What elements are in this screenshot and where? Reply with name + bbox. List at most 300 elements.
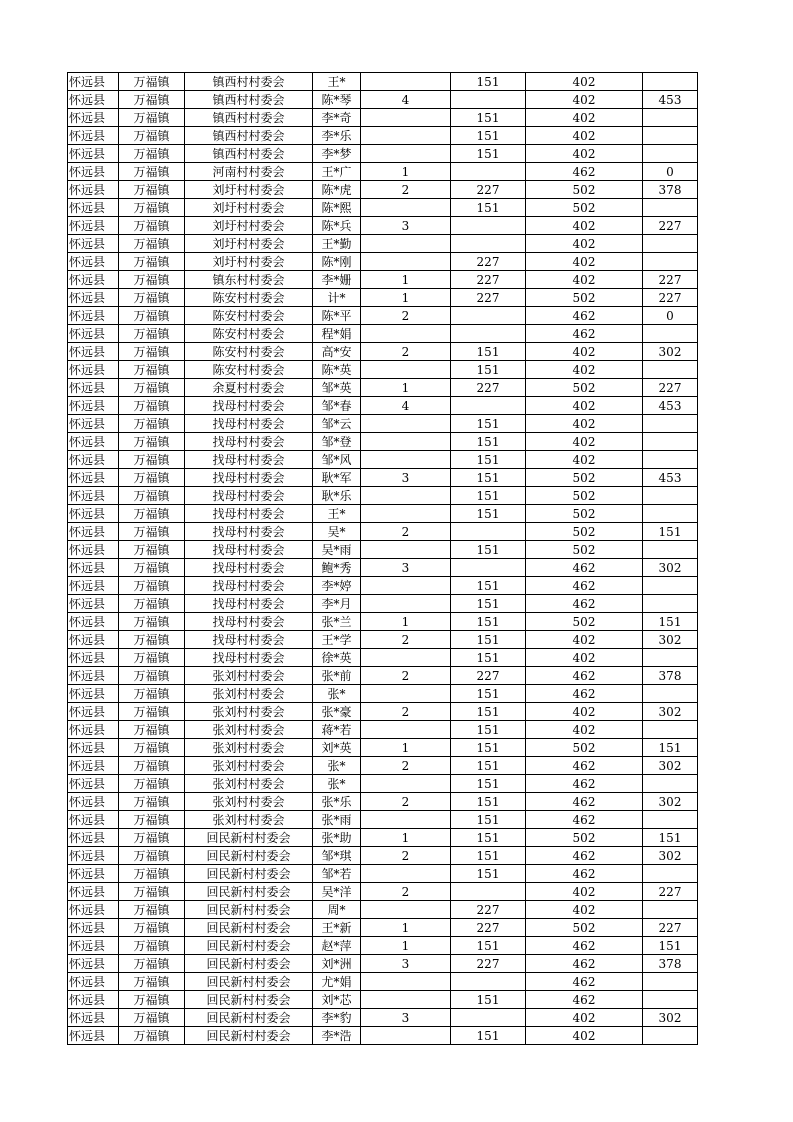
count-cell: 3 [361,469,451,487]
committee-cell: 陈安村村委会 [185,361,313,379]
amount-b-cell: 502 [526,523,643,541]
amount-c-cell: 302 [643,1009,698,1027]
county-cell: 怀远县 [68,541,119,559]
amount-b-cell: 402 [526,235,643,253]
count-cell [361,487,451,505]
committee-cell: 找母村村委会 [185,541,313,559]
amount-b-cell: 462 [526,847,643,865]
amount-b-cell: 502 [526,181,643,199]
count-cell [361,235,451,253]
county-cell: 怀远县 [68,973,119,991]
amount-c-cell: 0 [643,307,698,325]
amount-c-cell: 151 [643,613,698,631]
amount-a-cell: 151 [451,649,526,667]
name-cell: 刘*英 [313,739,361,757]
amount-b-cell: 502 [526,379,643,397]
town-cell: 万福镇 [119,559,185,577]
amount-b-cell: 402 [526,217,643,235]
amount-c-cell [643,487,698,505]
amount-b-cell: 402 [526,91,643,109]
table-row [68,397,698,415]
name-cell: 李*奇 [313,109,361,127]
town-cell: 万福镇 [119,847,185,865]
name-cell: 尤*娟 [313,973,361,991]
town-cell: 万福镇 [119,577,185,595]
county-cell: 怀远县 [68,379,119,397]
amount-b-cell: 402 [526,649,643,667]
amount-c-cell: 302 [643,847,698,865]
committee-cell: 陈安村村委会 [185,343,313,361]
county-cell: 怀远县 [68,1009,119,1027]
amount-a-cell: 151 [451,775,526,793]
table-row [68,451,698,469]
amount-a-cell: 227 [451,919,526,937]
count-cell [361,649,451,667]
table-row [68,217,698,235]
amount-b-cell: 462 [526,163,643,181]
county-cell: 怀远县 [68,865,119,883]
table-row [68,937,698,955]
amount-b-cell: 402 [526,343,643,361]
amount-a-cell: 151 [451,469,526,487]
count-cell: 1 [361,379,451,397]
amount-a-cell [451,307,526,325]
name-cell: 邹*琪 [313,847,361,865]
town-cell: 万福镇 [119,199,185,217]
amount-b-cell: 402 [526,253,643,271]
amount-a-cell [451,91,526,109]
committee-cell: 镇西村村委会 [185,145,313,163]
count-cell [361,541,451,559]
county-cell: 怀远县 [68,451,119,469]
table-row [68,739,698,757]
amount-b-cell: 502 [526,541,643,559]
town-cell: 万福镇 [119,73,185,91]
amount-a-cell [451,523,526,541]
county-cell: 怀远县 [68,577,119,595]
amount-a-cell: 151 [451,199,526,217]
name-cell: 陈*英 [313,361,361,379]
count-cell [361,253,451,271]
amount-a-cell: 151 [451,145,526,163]
county-cell: 怀远县 [68,91,119,109]
committee-cell: 刘圩村村委会 [185,199,313,217]
amount-a-cell: 227 [451,289,526,307]
town-cell: 万福镇 [119,145,185,163]
table-row [68,883,698,901]
county-cell: 怀远县 [68,919,119,937]
count-cell [361,595,451,613]
count-cell: 2 [361,847,451,865]
table-row [68,415,698,433]
amount-b-cell: 462 [526,559,643,577]
table-row [68,379,698,397]
county-cell: 怀远县 [68,145,119,163]
county-cell: 怀远县 [68,739,119,757]
county-cell: 怀远县 [68,253,119,271]
county-cell: 怀远县 [68,109,119,127]
county-cell: 怀远县 [68,793,119,811]
town-cell: 万福镇 [119,325,185,343]
amount-b-cell: 462 [526,595,643,613]
town-cell: 万福镇 [119,487,185,505]
table-row [68,595,698,613]
amount-c-cell [643,595,698,613]
name-cell: 陈*刚 [313,253,361,271]
name-cell: 李*梦 [313,145,361,163]
amount-b-cell: 402 [526,361,643,379]
county-cell: 怀远县 [68,343,119,361]
name-cell: 高*安 [313,343,361,361]
town-cell: 万福镇 [119,289,185,307]
amount-c-cell: 151 [643,739,698,757]
amount-b-cell: 402 [526,127,643,145]
count-cell: 2 [361,793,451,811]
amount-c-cell: 453 [643,469,698,487]
table-row [68,469,698,487]
town-cell: 万福镇 [119,937,185,955]
committee-cell: 镇西村村委会 [185,91,313,109]
town-cell: 万福镇 [119,865,185,883]
count-cell [361,73,451,91]
name-cell: 李*月 [313,595,361,613]
county-cell: 怀远县 [68,721,119,739]
amount-a-cell: 227 [451,901,526,919]
town-cell: 万福镇 [119,127,185,145]
amount-c-cell: 302 [643,703,698,721]
county-cell: 怀远县 [68,775,119,793]
count-cell [361,109,451,127]
county-cell: 怀远县 [68,433,119,451]
count-cell: 1 [361,919,451,937]
amount-b-cell: 402 [526,415,643,433]
county-cell: 怀远县 [68,523,119,541]
amount-a-cell: 227 [451,667,526,685]
amount-c-cell: 227 [643,883,698,901]
amount-a-cell [451,883,526,901]
amount-a-cell: 151 [451,415,526,433]
amount-b-cell: 462 [526,775,643,793]
town-cell: 万福镇 [119,271,185,289]
amount-b-cell: 502 [526,739,643,757]
county-cell: 怀远县 [68,73,119,91]
amount-c-cell [643,901,698,919]
town-cell: 万福镇 [119,685,185,703]
count-cell [361,145,451,163]
name-cell: 计* [313,289,361,307]
amount-c-cell: 302 [643,793,698,811]
table-row [68,811,698,829]
amount-b-cell: 402 [526,433,643,451]
county-cell: 怀远县 [68,127,119,145]
committee-cell: 张刘村村委会 [185,793,313,811]
amount-c-cell: 302 [643,631,698,649]
count-cell: 2 [361,757,451,775]
amount-c-cell [643,649,698,667]
committee-cell: 张刘村村委会 [185,811,313,829]
name-cell: 蒋*若 [313,721,361,739]
committee-cell: 回民新村村委会 [185,937,313,955]
count-cell: 1 [361,937,451,955]
amount-c-cell [643,451,698,469]
town-cell: 万福镇 [119,343,185,361]
amount-a-cell: 151 [451,721,526,739]
name-cell: 徐*英 [313,649,361,667]
amount-a-cell: 151 [451,109,526,127]
committee-cell: 镇西村村委会 [185,109,313,127]
town-cell: 万福镇 [119,253,185,271]
count-cell [361,127,451,145]
amount-a-cell: 151 [451,505,526,523]
name-cell: 邹*若 [313,865,361,883]
town-cell: 万福镇 [119,649,185,667]
table-row [68,1009,698,1027]
table-row [68,181,698,199]
amount-c-cell: 302 [643,757,698,775]
county-cell: 怀远县 [68,631,119,649]
amount-c-cell [643,577,698,595]
amount-b-cell: 502 [526,487,643,505]
amount-a-cell: 151 [451,541,526,559]
name-cell: 邹*云 [313,415,361,433]
committee-cell: 找母村村委会 [185,613,313,631]
amount-b-cell: 402 [526,721,643,739]
committee-cell: 找母村村委会 [185,469,313,487]
amount-b-cell: 502 [526,469,643,487]
count-cell [361,433,451,451]
count-cell [361,721,451,739]
name-cell: 李*豹 [313,1009,361,1027]
count-cell: 2 [361,307,451,325]
town-cell: 万福镇 [119,505,185,523]
amount-c-cell [643,775,698,793]
name-cell: 张* [313,685,361,703]
amount-c-cell [643,109,698,127]
amount-c-cell: 151 [643,829,698,847]
county-cell: 怀远县 [68,955,119,973]
committee-cell: 陈安村村委会 [185,289,313,307]
amount-c-cell [643,361,698,379]
amount-a-cell: 151 [451,847,526,865]
name-cell: 吴*雨 [313,541,361,559]
amount-a-cell: 151 [451,829,526,847]
table-row [68,1027,698,1045]
amount-a-cell [451,1009,526,1027]
town-cell: 万福镇 [119,379,185,397]
count-cell [361,865,451,883]
amount-c-cell: 227 [643,919,698,937]
amount-c-cell [643,415,698,433]
name-cell: 陈*兵 [313,217,361,235]
name-cell: 王*学 [313,631,361,649]
count-cell [361,973,451,991]
committee-cell: 找母村村委会 [185,523,313,541]
amount-a-cell: 151 [451,685,526,703]
name-cell: 张*助 [313,829,361,847]
name-cell: 吴* [313,523,361,541]
count-cell: 1 [361,613,451,631]
name-cell: 王*广 [313,163,361,181]
committee-cell: 刘圩村村委会 [185,181,313,199]
name-cell: 张*雨 [313,811,361,829]
town-cell: 万福镇 [119,397,185,415]
amount-b-cell: 462 [526,307,643,325]
amount-c-cell: 378 [643,667,698,685]
amount-b-cell: 462 [526,577,643,595]
amount-c-cell [643,973,698,991]
table-row [68,307,698,325]
table-row [68,829,698,847]
amount-a-cell: 151 [451,1027,526,1045]
county-cell: 怀远县 [68,829,119,847]
count-cell: 2 [361,523,451,541]
town-cell: 万福镇 [119,811,185,829]
table-row [68,577,698,595]
table-row [68,631,698,649]
amount-b-cell: 402 [526,901,643,919]
name-cell: 李*浩 [313,1027,361,1045]
table-row [68,865,698,883]
count-cell [361,901,451,919]
amount-b-cell: 402 [526,73,643,91]
committee-cell: 找母村村委会 [185,487,313,505]
committee-cell: 找母村村委会 [185,595,313,613]
amount-a-cell [451,397,526,415]
amount-a-cell: 151 [451,631,526,649]
amount-c-cell [643,685,698,703]
amount-a-cell: 227 [451,181,526,199]
table-row [68,73,698,91]
county-cell: 怀远县 [68,397,119,415]
table-row [68,343,698,361]
committee-cell: 河南村村委会 [185,163,313,181]
committee-cell: 找母村村委会 [185,649,313,667]
amount-c-cell [643,541,698,559]
amount-a-cell: 151 [451,577,526,595]
amount-b-cell: 462 [526,685,643,703]
amount-b-cell: 402 [526,397,643,415]
county-cell: 怀远县 [68,757,119,775]
town-cell: 万福镇 [119,757,185,775]
committee-cell: 镇西村村委会 [185,127,313,145]
table-row [68,847,698,865]
town-cell: 万福镇 [119,991,185,1009]
town-cell: 万福镇 [119,217,185,235]
town-cell: 万福镇 [119,1027,185,1045]
table-row [68,91,698,109]
amount-b-cell: 462 [526,991,643,1009]
table-row [68,721,698,739]
count-cell: 3 [361,217,451,235]
town-cell: 万福镇 [119,433,185,451]
amount-b-cell: 462 [526,937,643,955]
name-cell: 王* [313,73,361,91]
committee-cell: 回民新村村委会 [185,847,313,865]
town-cell: 万福镇 [119,523,185,541]
amount-a-cell: 227 [451,955,526,973]
amount-a-cell [451,559,526,577]
town-cell: 万福镇 [119,739,185,757]
name-cell: 邹*风 [313,451,361,469]
town-cell: 万福镇 [119,793,185,811]
amount-b-cell: 402 [526,145,643,163]
table-row [68,955,698,973]
town-cell: 万福镇 [119,973,185,991]
town-cell: 万福镇 [119,541,185,559]
name-cell: 张*前 [313,667,361,685]
count-cell: 3 [361,1009,451,1027]
committee-cell: 回民新村村委会 [185,829,313,847]
name-cell: 张*豪 [313,703,361,721]
committee-cell: 回民新村村委会 [185,865,313,883]
amount-b-cell: 402 [526,631,643,649]
county-cell: 怀远县 [68,199,119,217]
table-row [68,199,698,217]
table-row [68,523,698,541]
table-row [68,973,698,991]
count-cell: 2 [361,883,451,901]
amount-c-cell [643,1027,698,1045]
amount-b-cell: 462 [526,811,643,829]
amount-a-cell [451,973,526,991]
count-cell: 1 [361,271,451,289]
amount-c-cell [643,721,698,739]
amount-a-cell: 151 [451,361,526,379]
table-row [68,559,698,577]
town-cell: 万福镇 [119,631,185,649]
table-row [68,163,698,181]
table-row [68,289,698,307]
town-cell: 万福镇 [119,775,185,793]
amount-c-cell: 227 [643,217,698,235]
amount-c-cell: 0 [643,163,698,181]
county-cell: 怀远县 [68,685,119,703]
town-cell: 万福镇 [119,829,185,847]
town-cell: 万福镇 [119,667,185,685]
amount-b-cell: 402 [526,109,643,127]
county-cell: 怀远县 [68,559,119,577]
count-cell [361,415,451,433]
table-row [68,127,698,145]
committee-cell: 张刘村村委会 [185,685,313,703]
committee-cell: 找母村村委会 [185,397,313,415]
committee-cell: 张刘村村委会 [185,739,313,757]
amount-c-cell [643,865,698,883]
amount-a-cell: 151 [451,127,526,145]
amount-b-cell: 402 [526,703,643,721]
town-cell: 万福镇 [119,307,185,325]
town-cell: 万福镇 [119,955,185,973]
name-cell: 赵*萍 [313,937,361,955]
count-cell [361,577,451,595]
amount-c-cell [643,433,698,451]
table-row [68,505,698,523]
amount-c-cell: 378 [643,955,698,973]
committee-cell: 陈安村村委会 [185,307,313,325]
name-cell: 吴*洋 [313,883,361,901]
county-cell: 怀远县 [68,901,119,919]
amount-a-cell [451,325,526,343]
table-body [68,73,698,1045]
count-cell: 2 [361,181,451,199]
amount-a-cell: 151 [451,73,526,91]
amount-a-cell [451,217,526,235]
amount-c-cell: 151 [643,523,698,541]
amount-b-cell: 502 [526,829,643,847]
amount-b-cell: 462 [526,955,643,973]
amount-b-cell: 502 [526,505,643,523]
committee-cell: 刘圩村村委会 [185,253,313,271]
